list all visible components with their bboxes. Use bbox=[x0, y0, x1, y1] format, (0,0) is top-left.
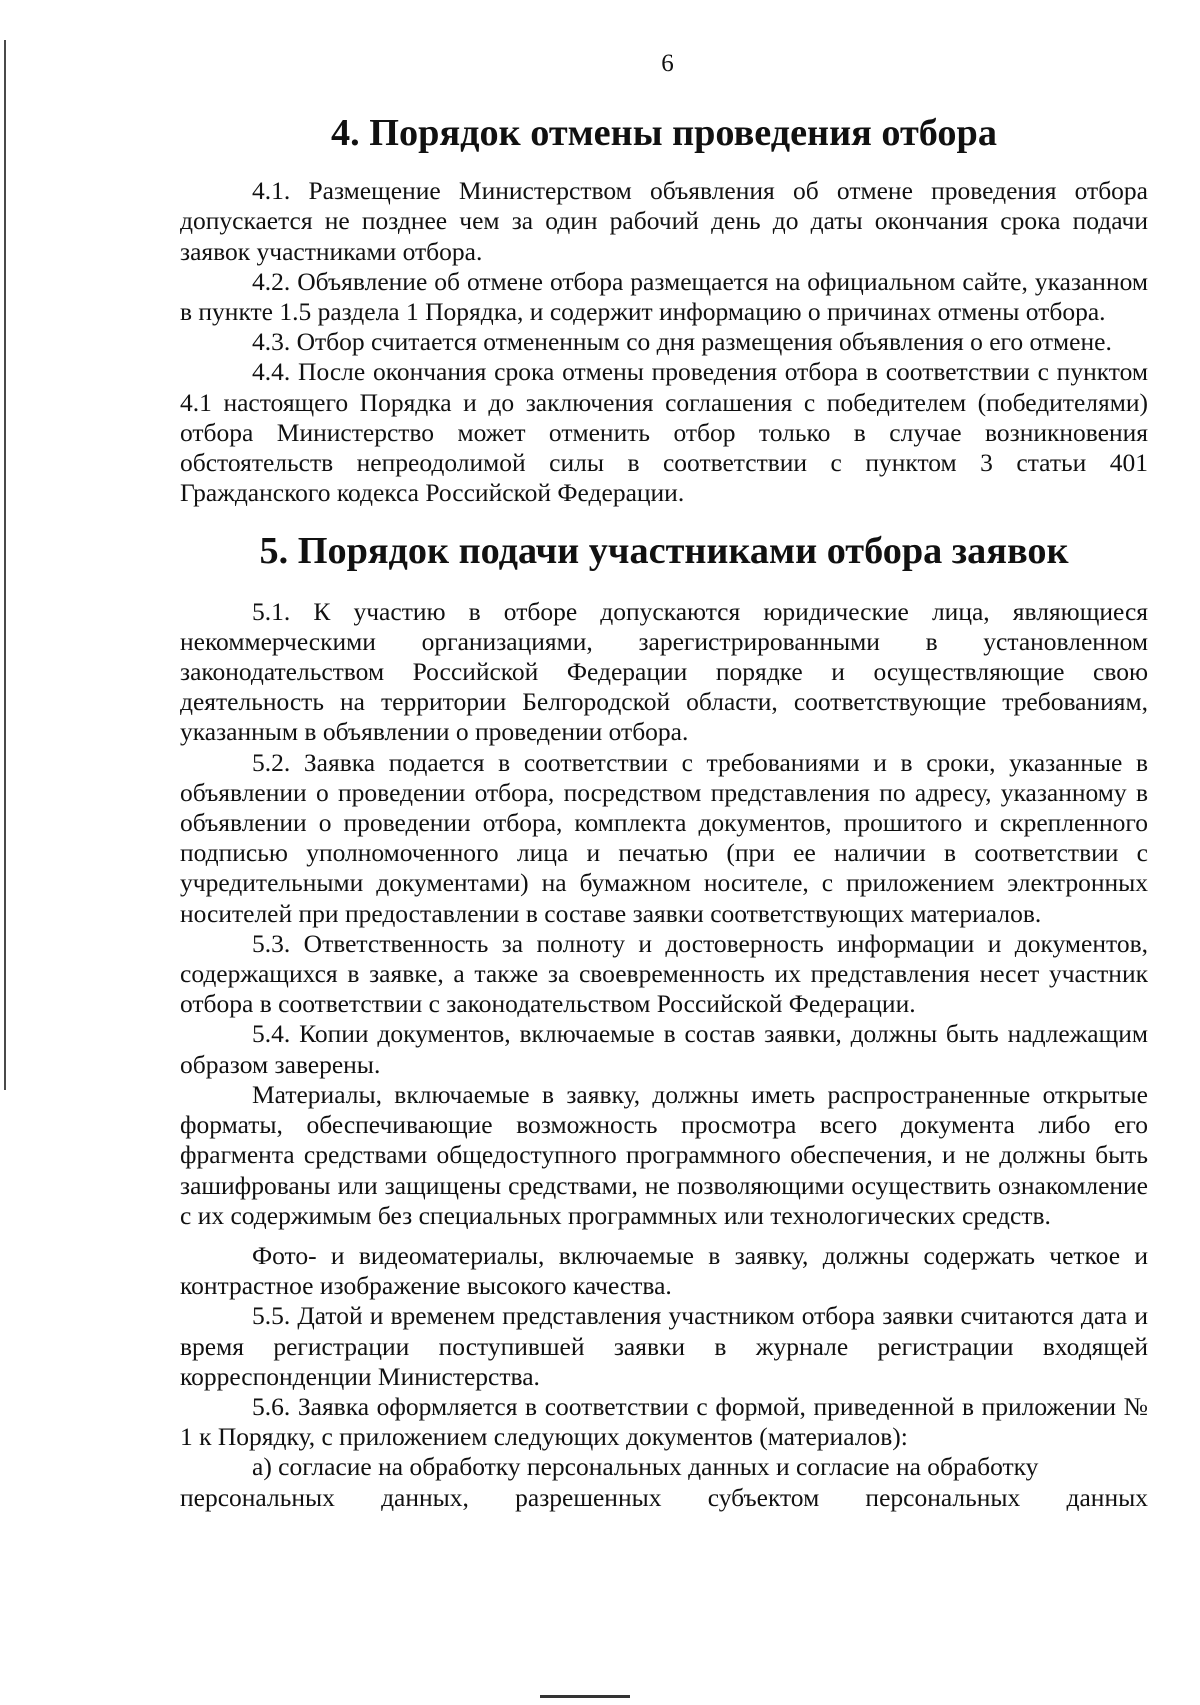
paragraph-5-2: 5.2. Заявка подается в соответствии с требованиями и в сроки, указанные в объявлении о проведении отбора, посредством представления по адресу, указанному в объявлении о проведении отбора, комплекта документов, прошитого и скрепленного подписью уполномоченного лица и печатью (при ее наличии в соответствии с учредительными документами) на бумажном носителе, с приложением электронных носителей при предоставлении в составе заявки соответствующих материалов. bbox=[180, 747, 1148, 928]
scan-bottom-mark bbox=[540, 1695, 630, 1698]
paragraph-4-1: 4.1. Размещение Министерством объявления об отмене проведения отбора допускается не позднее чем за один рабочий день до даты окончания срока подачи заявок участниками отбора. bbox=[180, 176, 1148, 266]
paragraph-5-1: 5.1. К участию в отборе допускаются юридические лица, являющиеся некоммерческими организациями, зарегистрированными в установленном законодательством Российской Федерации порядке и осуществляющие свою деятельность на территории Белгородской области, соответствующие требованиям, указанным в объявлении о проведении отбора. bbox=[180, 596, 1148, 747]
paragraph-materials: Материалы, включаемые в заявку, должны иметь распространенные открытые форматы, обеспечивающие возможность просмотра всего документа либо его фрагмента средствами общедоступного программного обеспечения, и не должны быть зашифрованы или защищены средствами, не позволяющими осуществить ознакомление с их содержимым без специальных программных или технологических средств. bbox=[180, 1079, 1148, 1230]
section-5-heading: 5. Порядок подачи участниками отбора заявок bbox=[259, 530, 1069, 573]
list-item-a-continuation: персональных данных, разрешенных субъектом персональных данных bbox=[180, 1482, 1148, 1512]
document-body bbox=[180, 112, 1148, 1513]
scan-edge-line bbox=[4, 40, 6, 1090]
paragraph-4-2: 4.2. Объявление об отмене отбора размещается на официальном сайте, указанном в пункте 1.5 раздела 1 Порядка, и содержит информацию о причинах отмены отбора. bbox=[180, 266, 1148, 327]
page-number: 6 bbox=[661, 50, 674, 77]
paragraph-5-3: 5.3. Ответственность за полноту и достоверность информации и документов, содержащихся в заявке, а также за своевременность их представления несет участник отбора в соответствии с законодательством Российской Федерации. bbox=[180, 928, 1148, 1019]
list-item-a: а) согласие на обработку персональных данных и согласие на обработку bbox=[252, 1452, 1039, 1482]
paragraph-4-3: 4.3. Отбор считается отмененным со дня размещения объявления о его отмене. bbox=[252, 327, 1112, 357]
spacer bbox=[180, 1231, 1148, 1241]
paragraph-5-5: 5.5. Датой и временем представления участником отбора заявки считаются дата и время регистрации поступившей заявки в журнале регистрации входящей корреспонденции Министерства. bbox=[180, 1301, 1148, 1391]
section-4-heading: 4. Порядок отмены проведения отбора bbox=[331, 112, 997, 154]
paragraph-5-6: 5.6. Заявка оформляется в соответствии с формой, приведенной в приложении № 1 к Порядку, с приложением следующих документов (материалов): bbox=[180, 1391, 1148, 1452]
paragraph-photo-video: Фото- и видеоматериалы, включаемые в заявку, должны содержать четкое и контрастное изображение высокого качества. bbox=[180, 1240, 1148, 1301]
paragraph-4-4: 4.4. После окончания срока отмены проведения отбора в соответствии с пунктом 4.1 настоящего Порядка и до заключения соглашения с победителем (победителями) отбора Министерство может отменить отбор только в случае возникновения обстоятельств непреодолимой силы в соответствии с пунктом 3 статьи 401 Гражданского кодекса Российской Федерации. bbox=[180, 357, 1148, 508]
paragraph-5-4: 5.4. Копии документов, включаемые в состав заявки, должны быть надлежащим образом заверены. bbox=[180, 1019, 1148, 1079]
